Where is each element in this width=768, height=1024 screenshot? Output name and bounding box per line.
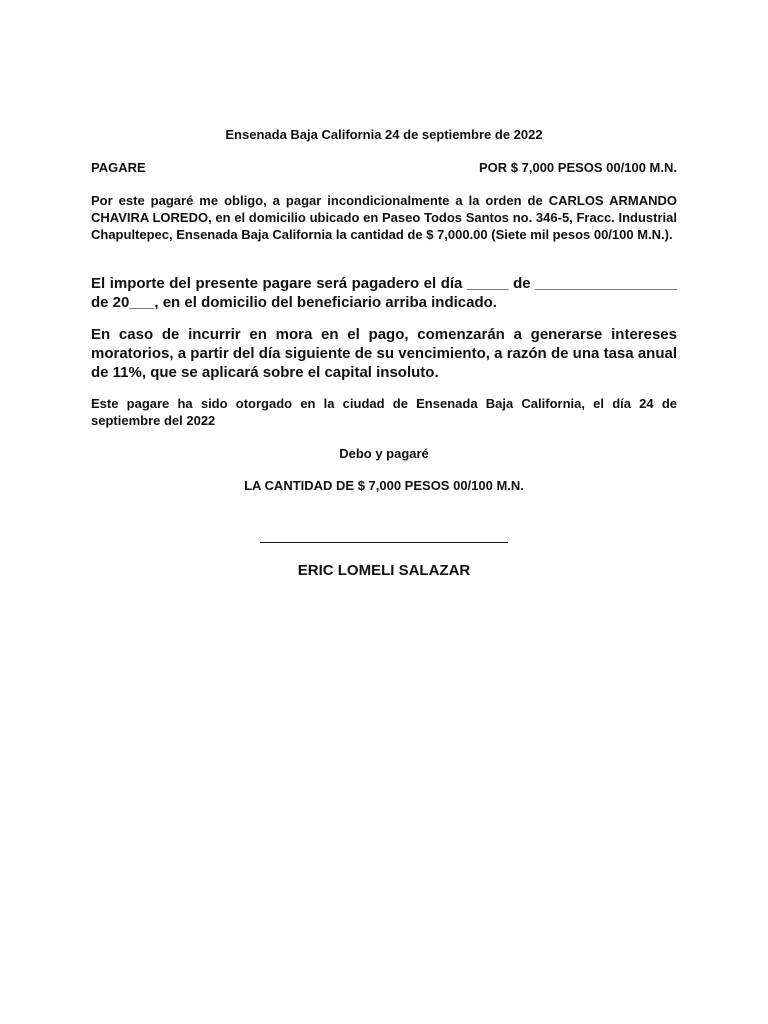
- closing-phrase: Debo y pagaré: [339, 446, 429, 461]
- obligation-paragraph: Por este pagaré me obligo, a pagar incondicionalmente a la orden de CARLOS ARMANDO CHAVIRA LOREDO, en el domicilio ubicado en Paseo Todos Santos no. 346-5, Fracc. Industrial Chapultepec, Ensenada Baja California la cantidad de $ 7,000.00 (Siete mil pesos 00/100 M.N.).: [91, 193, 677, 242]
- heading-row: [91, 160, 677, 175]
- document-title: PAGARE: [91, 160, 146, 175]
- payment-date-paragraph: El importe del presente pagare será pagadero el día _____ de _________________ de 20___, en el domicilio del beneficiario arriba indicado.: [91, 275, 677, 311]
- interest-paragraph: En caso de incurrir en mora en el pago, comenzarán a generarse intereses moratorios, a partir del día siguiente de su vencimiento, a razón de una tasa anual de 11%, que se aplicará sobre el capital insoluto.: [91, 326, 677, 381]
- granted-paragraph: Este pagare ha sido otorgado en la ciudad de Ensenada Baja California, el día 24 de septiembre del 2022: [91, 396, 677, 428]
- amount-heading: POR $ 7,000 PESOS 00/100 M.N.: [479, 160, 677, 175]
- amount-statement: LA CANTIDAD DE $ 7,000 PESOS 00/100 M.N.: [244, 478, 524, 493]
- signature-line: [260, 542, 508, 543]
- date-line: Ensenada Baja California 24 de septiembre de 2022: [225, 127, 543, 142]
- signer-name: ERIC LOMELI SALAZAR: [297, 562, 471, 579]
